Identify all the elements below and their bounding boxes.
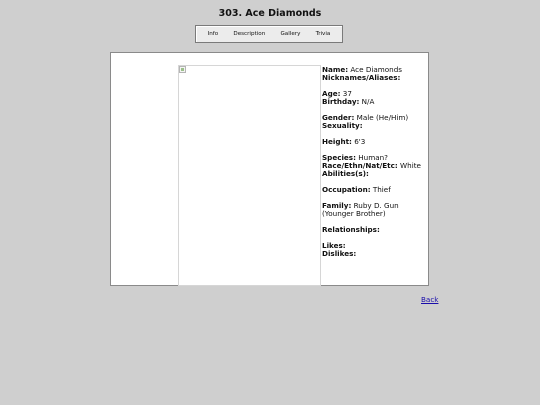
height-label: Height: [322,137,352,146]
page-title: 303. Ace Diamonds [218,8,322,19]
gender-label: Gender: [322,113,355,122]
name-label: Name: [322,65,349,74]
dislikes-row [322,250,427,258]
age-label: Age: [322,89,341,98]
profile-panel [110,52,429,286]
aliases-row [322,74,427,82]
species-value: Human? [355,153,388,162]
abilities-row [322,170,427,178]
species-label: Species: [322,153,356,162]
tab-trivia[interactable]: Trivia [315,31,331,37]
broken-image-icon [179,66,186,73]
race-value: White [397,161,421,170]
sexuality-row [322,122,427,130]
occupation-label: Occupation: [322,185,371,194]
occupation-row [322,186,427,194]
character-image [178,65,321,286]
relationships-row [322,226,427,234]
tab-bar [195,25,343,43]
tab-info[interactable]: Info [207,31,219,37]
occupation-value: Thief [370,185,391,194]
height-value: 6'3 [351,137,366,146]
family-row [322,202,427,218]
name-value: Ace Diamonds [348,65,403,74]
gender-value: Male (He/Him) [354,113,409,122]
tab-gallery[interactable]: Gallery [280,31,301,37]
relationships-label: Relationships: [322,225,380,234]
abilities-label: Abilities(s): [322,169,369,178]
family-label: Family: [322,201,352,210]
dislikes-label: Dislikes: [322,249,357,258]
back-link[interactable]: Back [421,295,439,304]
tab-description[interactable]: Description [233,31,266,37]
family-value: Ruby D. Gun (Younger Brother) [322,201,399,218]
age-value: 37 [340,89,352,98]
likes-label: Likes: [322,241,346,250]
race-label: Race/Ethn/Nat/Etc: [322,161,398,170]
birthday-row [322,98,427,106]
height-row [322,138,427,146]
birthday-value: N/A [359,97,375,106]
sexuality-label: Sexuality: [322,121,363,130]
aliases-label: Nicknames/Aliases: [322,73,401,82]
profile-info [322,66,427,258]
birthday-label: Birthday: [322,97,360,106]
